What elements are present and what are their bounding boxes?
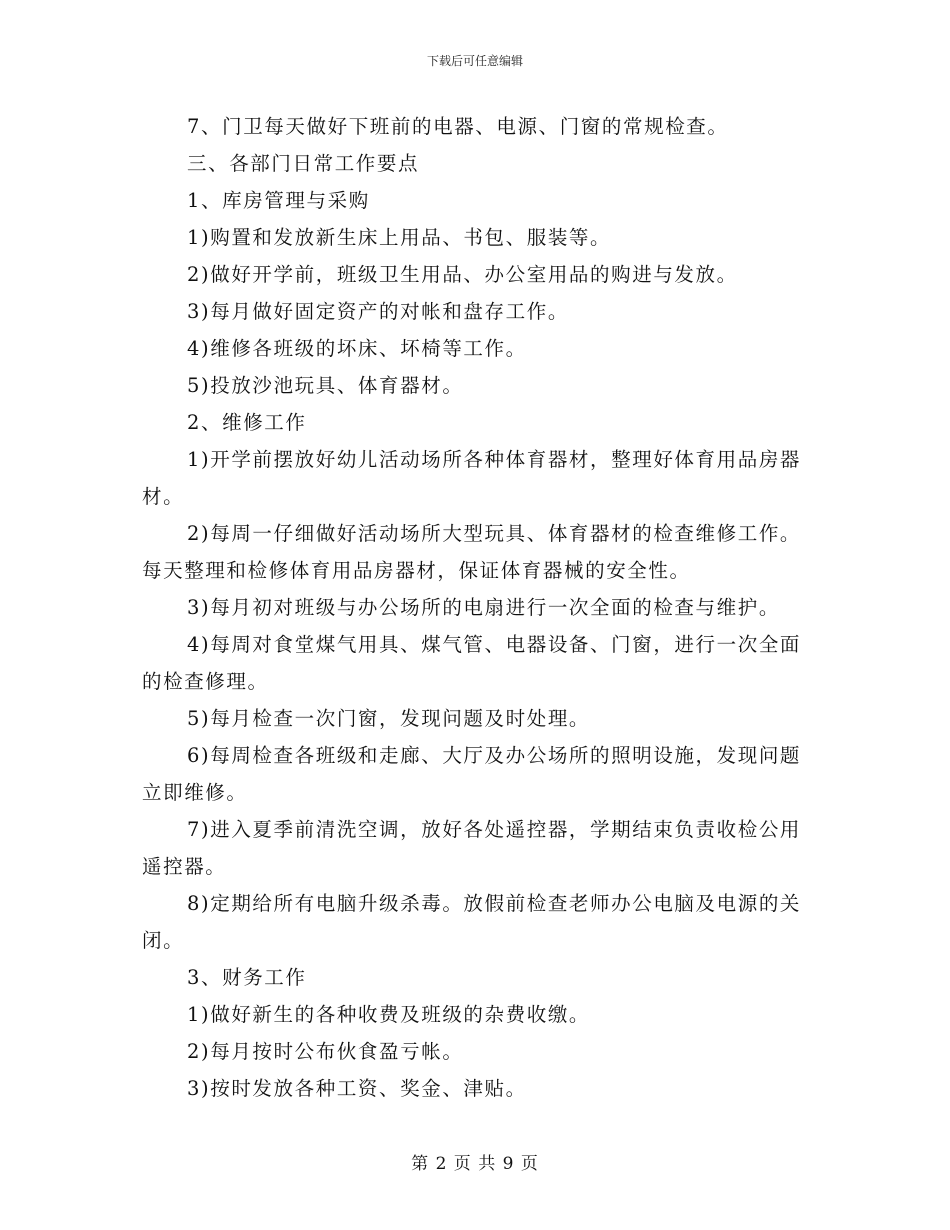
list-item: 8)定期给所有电脑升级杀毒。放假前检查老师办公电脑及电源的关闭。	[142, 892, 802, 952]
page-header: 下载后可任意编辑	[426, 54, 523, 68]
list-item: 5)投放沙池玩具、体育器材。	[187, 374, 464, 397]
paragraph: 7、门卫每天做好下班前的电器、电源、门窗的常规检查。	[187, 115, 729, 138]
list-item: 3)每月初对班级与办公场所的电扇进行一次全面的检查与维护。	[187, 596, 780, 619]
list-item: 5)每月检查一次门窗，发现问题及时处理。	[187, 707, 591, 730]
list-item: 1)开学前摆放好幼儿活动场所各种体育器材，整理好体育用品房器材。	[142, 448, 802, 508]
list-item: 6)每周检查各班级和走廊、大厅及办公场所的照明设施，发现问题立即维修。	[142, 744, 802, 804]
list-item: 7)进入夏季前清洗空调，放好各处遥控器，学期结束负责收检公用遥控器。	[142, 818, 802, 878]
list-item: 2)做好开学前，班级卫生用品、办公室用品的购进与发放。	[187, 263, 738, 286]
subsection-heading: 1、库房管理与采购	[187, 189, 370, 212]
list-item: 1)购置和发放新生床上用品、书包、服装等。	[187, 226, 612, 249]
list-item: 4)每周对食堂煤气用具、煤气管、电器设备、门窗，进行一次全面的检查修理。	[142, 633, 802, 693]
page-number-footer: 第 2 页 共 9 页	[411, 1154, 539, 1174]
list-item: 2)每月按时公布伙食盈亏帐。	[187, 1040, 464, 1063]
subsection-heading: 2、维修工作	[187, 411, 307, 434]
list-item: 1)做好新生的各种收费及班级的杂费收缴。	[187, 1003, 591, 1026]
list-item: 3)每月做好固定资产的对帐和盘存工作。	[187, 300, 569, 323]
subsection-heading: 3、财务工作	[187, 966, 307, 989]
list-item: 2)每周一仔细做好活动场所大型玩具、体育器材的检查维修工作。每天整理和检修体育用品房器材，保证体育器械的安全性。	[142, 522, 802, 582]
section-heading: 三、各部门日常工作要点	[187, 152, 420, 175]
list-item: 4)维修各班级的坏床、坏椅等工作。	[187, 337, 527, 360]
document-body	[142, 108, 810, 1107]
list-item: 3)按时发放各种工资、奖金、津贴。	[187, 1077, 527, 1100]
